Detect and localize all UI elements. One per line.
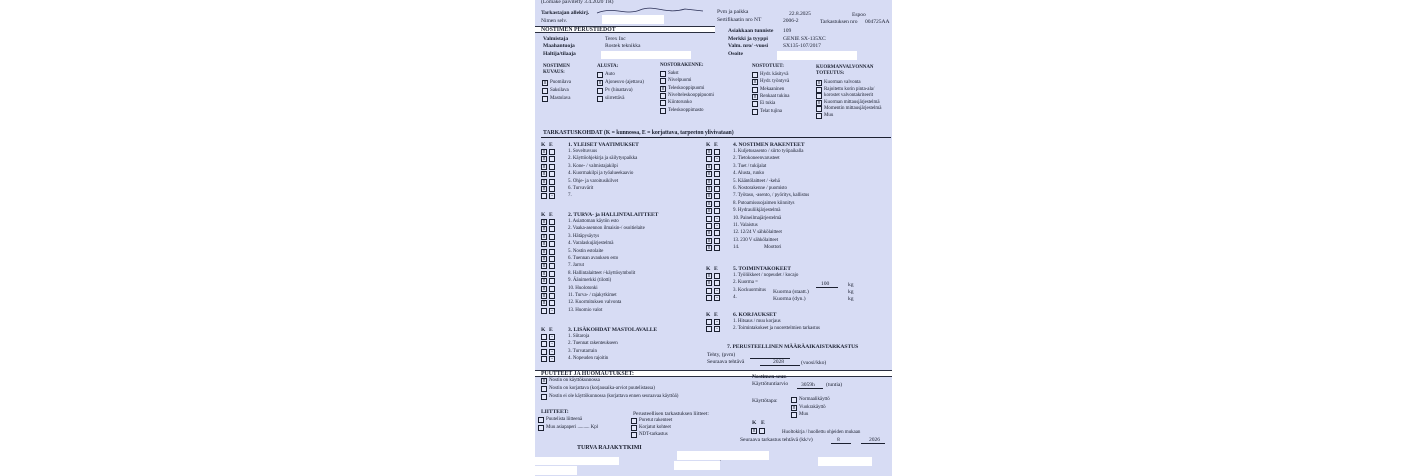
boom-label: Nivelpuomi	[668, 78, 692, 84]
redacted-footer-right	[818, 457, 872, 466]
left-item: 7. Jarrut	[568, 263, 584, 269]
left-k-box[interactable]: x	[542, 285, 546, 292]
manufacturer-value: Terex Inc	[605, 36, 626, 42]
left-e-box[interactable]: -	[549, 341, 555, 347]
left-e-box[interactable]: -	[549, 349, 555, 355]
right-k-box[interactable]	[706, 326, 712, 332]
right-e-box[interactable]: -	[714, 223, 720, 229]
boom-label: Nivelteleskooppipuomi	[668, 92, 714, 98]
right-e-box[interactable]: -	[714, 319, 720, 325]
load-control-checkbox[interactable]: x	[817, 99, 821, 106]
redacted-footer-center-2	[674, 461, 720, 470]
left-e-box[interactable]	[549, 234, 555, 240]
right-e-header: E	[714, 142, 718, 148]
kind-label: Mastolava	[550, 96, 571, 101]
left-k-box[interactable]: x	[542, 248, 546, 255]
left-k-box[interactable]	[541, 349, 547, 355]
right-k-box[interactable]: x	[707, 200, 711, 207]
redacted-address	[777, 51, 857, 60]
brand-value: GENIE SX-135XC	[783, 36, 826, 42]
kind-title: NOSTIMEN KUVAUS:	[543, 64, 570, 75]
left-e-box[interactable]	[549, 271, 555, 277]
right-e-header: E	[714, 266, 718, 272]
periodic-done-line	[750, 358, 790, 359]
attachment-ke-checkbox[interactable]	[631, 425, 637, 431]
right-k-box[interactable]: x	[707, 178, 711, 185]
defect-checkbox[interactable]	[541, 394, 547, 400]
right-item: 10. Paineilmajärjestelmä	[733, 215, 782, 221]
right-e-box[interactable]: -	[714, 216, 720, 222]
boom-checkbox[interactable]: x	[661, 85, 665, 92]
right-item: 1. Työliikkeet / nopeudet / kocajo	[733, 273, 799, 278]
left-item: 12. Kuormituksen valvonta	[568, 300, 622, 306]
boom-checkbox[interactable]	[660, 71, 666, 77]
right-item: 8. Putoamissuojaimen kiinnitys	[733, 200, 795, 206]
right-e-box[interactable]	[714, 230, 720, 236]
boom-label: Teleskooppipuomi	[668, 85, 705, 91]
right-item: 7. Työtaso, -asento, / pyöritys, kallistus	[733, 193, 810, 199]
right-e-box[interactable]	[714, 193, 720, 199]
certificate-label: Sertifikaatin nro NT	[717, 17, 762, 23]
left-item: 2. Käyttöohjekirja ja säilytyspaikka	[568, 156, 638, 162]
load-control-checkbox[interactable]	[816, 113, 822, 119]
left-e-box[interactable]	[549, 263, 555, 269]
left-k-box[interactable]: x	[542, 300, 546, 307]
attachment-ke-checkbox[interactable]	[631, 432, 637, 438]
left-k-box[interactable]: x	[542, 241, 546, 248]
redacted-footer-center	[677, 451, 769, 460]
support-checkbox[interactable]	[752, 87, 758, 93]
load-static-label: Kuorma (staatt.)	[773, 289, 809, 295]
support-label: Renkaat tukina	[760, 93, 790, 99]
left-e-box[interactable]	[549, 300, 555, 306]
left-e-box[interactable]	[549, 249, 555, 255]
defect-label: Nostin on korjattava (korjausaika-arviot puutelistassa)	[549, 386, 655, 391]
left-e-box[interactable]: -	[549, 193, 555, 199]
left-e-box[interactable]	[549, 278, 555, 284]
defect-checkbox[interactable]	[541, 386, 547, 392]
base-title: ALUSTA:	[597, 64, 619, 69]
right-k-header: K	[706, 142, 711, 148]
redacted-owner	[601, 51, 691, 59]
usage-checkbox[interactable]	[791, 412, 797, 418]
left-e-header: E	[549, 327, 553, 333]
left-e-box[interactable]	[549, 149, 555, 155]
month-line	[831, 443, 851, 444]
brand-label: Merkki ja tyyppi	[728, 36, 768, 42]
redacted-name	[602, 15, 664, 24]
load-control-checkbox[interactable]	[816, 93, 822, 99]
right-k-box[interactable]	[706, 156, 712, 162]
periodic-done-label: Tehty, (pvm)	[707, 352, 736, 358]
right-k-box[interactable]	[706, 319, 712, 325]
inspection-number: 004725AA	[865, 19, 890, 25]
left-section-title: 3. LISÄKOHDAT MASTOLAVALLE	[568, 327, 658, 333]
load-control-title: KUORMANVALVONNAN TOTEUTUS:	[816, 65, 874, 76]
left-item: 3. Kone- / valmistajakilpi	[568, 163, 618, 169]
periodic-next-label: Seuraava tehtävä	[707, 359, 745, 365]
usage-label: Muu	[799, 412, 809, 417]
defects-header: PUUTTEET JA HUOMAUTUKSET:	[535, 370, 892, 377]
serial-value: SX135-107/2017	[783, 43, 821, 49]
support-label: Mekaaninen	[760, 86, 785, 92]
right-e-box[interactable]	[714, 208, 720, 214]
support-label: Ei tukia	[760, 101, 776, 107]
hours-label: Käyttötuntiarvio	[752, 381, 789, 387]
left-e-box[interactable]	[549, 256, 555, 262]
kind-label: Saksilava	[550, 88, 569, 93]
attachment-ke-label: Poretut rakenteet	[639, 418, 673, 423]
left-item: 10. Huolotonki	[568, 285, 598, 291]
name-clarification-label: Nimen selv.	[541, 18, 568, 24]
load-dynamic-label: Kuorma (dyn.)	[773, 296, 806, 302]
place-date-label: Pvm ja paikka	[717, 9, 749, 15]
usage-label: Vuokrakäyttö	[799, 404, 826, 410]
next-inspection-year: 2026	[869, 437, 880, 443]
right-k-box[interactable]	[706, 288, 712, 294]
periodic-next-year: 2028	[773, 359, 784, 365]
support-checkbox[interactable]: x	[753, 93, 757, 100]
boom-title: NOSTORAKENNE:	[660, 63, 704, 68]
left-k-box[interactable]: x	[542, 219, 546, 225]
right-e-box[interactable]: -	[714, 288, 720, 294]
left-k-header: K	[541, 327, 546, 333]
defect-label: Nostin on käyttökunnossa	[549, 378, 600, 383]
left-k-header: K	[541, 142, 546, 148]
load-control-label: Kuorman valvonta	[824, 80, 861, 85]
left-item: 5. Ohje- ja varoitusikilvet	[568, 178, 619, 184]
right-section-title: 6. KORJAUKSET	[733, 312, 777, 318]
left-item: 6. Turvavärit	[568, 186, 594, 191]
left-k-box[interactable]: x	[542, 270, 546, 277]
left-item: 4. Nopeuden rajoitin	[568, 356, 609, 362]
right-item: 2. Kuorma =	[733, 280, 758, 286]
left-item: 6. Tuennan avauksen esto	[568, 256, 619, 261]
support-checkbox[interactable]	[752, 72, 758, 78]
left-item: 4. Kuormakilpi ja työalueekaavio	[568, 171, 634, 177]
load-unit-3: kg	[848, 296, 854, 302]
ke-e-header: E	[761, 420, 765, 426]
attachment-ke-checkbox[interactable]	[631, 418, 637, 424]
left-item: 3. Turvatarrain	[568, 348, 597, 354]
left-e-box[interactable]	[549, 164, 555, 170]
right-e-box[interactable]	[714, 245, 720, 251]
left-item: 2. Vaaka-asennon ilmaisin-/ osoitielaite	[568, 226, 645, 232]
right-item: 2. Toimintakokeet ja nuorettelmien tarkastus	[733, 326, 820, 332]
boom-label: Kiintorunko	[668, 100, 692, 106]
left-k-box[interactable]	[541, 334, 547, 340]
right-k-box[interactable]: x	[707, 245, 711, 252]
footer-company: TURVA RAJAKYTKIMI	[577, 445, 642, 451]
usage-label: Käyttötapa:	[752, 398, 778, 404]
right-item: 9. Hydrauliikjärjestelmä	[733, 208, 781, 214]
right-item: 13. 230 V sähkölaitteet	[733, 237, 779, 243]
left-e-box[interactable]: -	[549, 334, 555, 340]
machine-data-header: NOSTIMEN PERUSTIEDOT	[535, 26, 715, 33]
boom-checkbox[interactable]	[660, 100, 666, 106]
right-k-box[interactable]: x	[707, 280, 711, 287]
left-item: 5. Nostin estolaite	[568, 248, 604, 254]
left-k-box[interactable]: x	[542, 256, 546, 262]
right-section-title: 5. TOIMINTAKOKEET	[733, 266, 791, 272]
left-item: 8. Hallintalaitteet /-käyttösymbolit	[568, 270, 636, 276]
right-k-box[interactable]: x	[707, 208, 711, 215]
right-k-box[interactable]	[706, 216, 712, 222]
support-label: Hydr. työntyvä	[760, 79, 790, 85]
right-k-box[interactable]: x	[707, 149, 711, 155]
attachments-title: LIITTEET:	[541, 409, 569, 415]
boom-label: Sakst	[668, 71, 679, 76]
load-control-label: Momentin mittausjärjestelmä	[824, 106, 882, 111]
attachment-label: Muu asiapaperi .......... Kpl	[546, 425, 599, 430]
periodic-title: 7. PERUSTEELLINEN MÄÄRÄAIKAISTARKASTUS	[727, 344, 859, 350]
base-label: siirrettävä	[605, 96, 625, 101]
right-e-box[interactable]	[714, 238, 720, 244]
right-k-box[interactable]: x	[707, 237, 711, 244]
kind-checkbox[interactable]	[542, 96, 548, 102]
right-item: 1. Kuljetusasento / siirto työpaikalla	[733, 149, 804, 154]
ke-k-header: K	[752, 420, 757, 426]
boom-checkbox[interactable]	[660, 78, 666, 84]
periodic-year-suffix: (vuosi/kko)	[801, 360, 827, 366]
left-k-box[interactable]: x	[542, 163, 546, 170]
support-title: NOSTOTUET:	[752, 64, 784, 69]
right-item: 6. Nostorakenne / puomisto	[733, 186, 787, 191]
importer-label: Maahantuoja	[543, 43, 575, 49]
load-control-label: Rajoitettu korin pinta-ala/	[824, 86, 875, 92]
right-k-box[interactable]: x	[707, 193, 711, 200]
right-e-box[interactable]: -	[714, 156, 720, 162]
left-e-box[interactable]	[549, 156, 555, 162]
legend: TARKASTUSKOHDAT (K = kunnossa, E = korjattava, tarpeeton ylivivataan)	[543, 130, 734, 136]
inspection-date: 22.8.2025	[789, 11, 811, 17]
left-e-box[interactable]	[549, 241, 555, 247]
base-label: Pv (hinattava)	[605, 88, 633, 93]
defect-checkbox[interactable]: x	[542, 378, 546, 384]
base-label: Ajoneuvo (ajettava)	[605, 80, 644, 85]
right-item: 12. 12/24 V sähkölaitteet	[733, 230, 782, 236]
left-k-box[interactable]: x	[542, 278, 546, 285]
right-e-header: E	[714, 312, 718, 318]
base-checkbox[interactable]	[597, 88, 603, 94]
right-item: 1. Hitsaus / muu korjaus	[733, 319, 781, 324]
boom-checkbox[interactable]	[660, 93, 666, 99]
right-item: 3. Tuet / tukijalat	[733, 163, 767, 169]
right-item: 5. Kääntölaitteet / -kehä	[733, 178, 780, 184]
inspection-form	[535, 0, 892, 476]
usage-checkbox[interactable]	[791, 397, 797, 403]
load-control-checkbox[interactable]: x	[817, 80, 821, 86]
redacted-footer-left	[535, 457, 619, 465]
attachment-checkbox[interactable]	[538, 425, 544, 431]
hours-unit: (tuntia)	[826, 382, 843, 388]
left-item: 1. Siitaroja	[568, 334, 590, 339]
right-e-box[interactable]	[714, 149, 720, 155]
kind-checkbox[interactable]: x	[543, 80, 547, 86]
attachment-ke-label: Korjatut kohteet	[639, 425, 671, 430]
load-value: 100	[821, 281, 830, 287]
right-section-title: 4. NOSTIMEN RAKENTEET	[733, 142, 805, 148]
ke-k-box[interactable]: x	[752, 428, 756, 434]
left-e-box[interactable]	[549, 286, 555, 292]
owner-label: Haltija/tilaaja	[543, 51, 576, 57]
left-section-title: 1. YLEISET VAATIMUKSET	[568, 142, 639, 148]
boom-checkbox[interactable]	[660, 108, 666, 114]
hours-title: Nostimen seur.	[752, 374, 787, 380]
left-k-box[interactable]: x	[542, 186, 546, 192]
left-e-box[interactable]: -	[549, 308, 555, 314]
right-k-box[interactable]: x	[707, 171, 711, 178]
support-checkbox[interactable]: x	[753, 79, 757, 86]
certificate-number: 2006-2	[783, 18, 799, 24]
load-control-label: korostet valvontakriteerit	[824, 93, 874, 98]
next-inspection-label: Seuraava tarkastus tehtävä (kk/v)	[740, 437, 813, 443]
boom-label: Teleskooppimasto	[668, 107, 704, 113]
right-e-box[interactable]	[714, 179, 720, 185]
left-e-box[interactable]: -	[549, 356, 555, 362]
load-control-label: Muu	[824, 112, 834, 118]
left-item: 7.	[568, 193, 572, 199]
base-checkbox[interactable]	[597, 72, 603, 78]
inspector-signature-label: Tarkastajan allekirj.	[541, 10, 590, 16]
left-e-box[interactable]	[549, 226, 555, 232]
service-book-label: Huoltokirja / huollettu ohjeiden mukaan	[782, 430, 861, 435]
right-item: 2. Tietokoneenvarusteet	[733, 156, 780, 162]
right-k-box[interactable]	[706, 223, 712, 229]
right-e-box[interactable]	[714, 164, 720, 170]
right-k-box[interactable]: x	[707, 230, 711, 237]
left-item: 9. Äänimerkki (tilotti)	[568, 278, 612, 284]
base-checkbox[interactable]	[597, 96, 603, 102]
right-e-box[interactable]: -	[714, 295, 720, 301]
defect-label: Nostin ei ole käyttökunnossa (korjattava ennen seuraavaa käyttöä)	[549, 394, 679, 399]
base-checkbox[interactable]: x	[598, 80, 602, 86]
left-k-box[interactable]: x	[542, 263, 546, 270]
inspection-number-label: Tarkastuksen nro	[820, 19, 858, 25]
load-unit-2: kg	[848, 289, 854, 295]
ke-e-box[interactable]	[759, 428, 765, 434]
hours-value: 3059h	[801, 382, 815, 388]
attachments-ke-title: Perusteellisen tarkastuksen liitteet:	[633, 411, 709, 417]
left-k-box[interactable]: x	[542, 226, 546, 233]
left-item: 1. Soveltuvuus	[568, 149, 598, 154]
customer-id-value: 109	[783, 28, 792, 34]
left-item: 13. Huomio valot	[568, 307, 603, 313]
right-fill-value: Moottori	[764, 245, 782, 251]
left-item: 11. Turva- / rajakytkimet	[568, 293, 617, 298]
left-k-box[interactable]: x	[542, 178, 546, 185]
left-k-box[interactable]	[541, 193, 547, 199]
load-control-checkbox[interactable]	[816, 106, 822, 112]
left-e-box[interactable]	[549, 293, 555, 299]
left-e-box[interactable]	[549, 186, 555, 192]
kind-label: Puomilava	[550, 80, 571, 85]
left-k-box[interactable]: x	[542, 149, 546, 155]
support-checkbox[interactable]	[752, 101, 758, 107]
usage-checkbox[interactable]: x	[792, 404, 796, 411]
right-item: 4.	[733, 295, 737, 301]
right-item: 3. Kockuormitus	[733, 287, 766, 293]
importer-value: Rostek teknikka	[605, 43, 641, 49]
right-item: 11. Valaistus	[733, 223, 758, 228]
right-e-box[interactable]	[714, 280, 720, 286]
left-k-box[interactable]: x	[542, 233, 546, 240]
usage-label: Normaalikäyttö	[799, 397, 830, 402]
serial-label: Valm. nro/ -vuosi	[728, 43, 769, 49]
form-version-note: (Lomake päivitetty 3.4.2020 TR)	[541, 0, 614, 5]
left-item: 1. Asiattoman käytön esto	[568, 219, 619, 224]
hours-line	[797, 388, 823, 389]
customer-id-label: Asiakkaan tunniste	[728, 28, 774, 34]
next-inspection-month: 8	[837, 437, 840, 443]
support-checkbox[interactable]	[752, 109, 758, 115]
legend-divider	[541, 137, 891, 138]
periodic-next-line	[760, 365, 800, 366]
right-k-box[interactable]: x	[707, 163, 711, 170]
left-k-box[interactable]: x	[542, 156, 546, 163]
right-k-header: K	[706, 266, 711, 272]
right-k-header: K	[706, 312, 711, 318]
inspection-city: Espoo	[852, 12, 866, 18]
left-e-box[interactable]	[549, 219, 555, 225]
right-e-box[interactable]	[714, 186, 720, 192]
left-item: 3. Hätäpysäytys	[568, 233, 600, 239]
right-k-box[interactable]	[706, 295, 712, 301]
right-item: 14.	[733, 245, 740, 251]
right-k-box[interactable]: x	[707, 273, 711, 279]
left-e-header: E	[549, 212, 553, 218]
left-k-box[interactable]	[541, 341, 547, 347]
left-section-title: 2. TURVA- ja HALLINTALAITTEET	[568, 212, 659, 218]
left-item: 2. Tuennat rakenteukseen	[568, 341, 618, 347]
left-e-box[interactable]	[549, 171, 555, 177]
right-item: 4. Alusta, runko	[733, 171, 765, 177]
left-k-box[interactable]: x	[542, 293, 546, 299]
right-k-box[interactable]: x	[707, 186, 711, 192]
right-e-box[interactable]	[714, 273, 720, 279]
load-control-label: Kuorman mittausjärjestelmä	[824, 99, 880, 105]
address-label: Osoite	[728, 51, 743, 57]
left-k-box[interactable]	[541, 356, 547, 362]
right-e-box[interactable]	[714, 201, 720, 207]
redacted-footer-left-2	[535, 466, 577, 475]
base-label: Auto	[605, 72, 615, 77]
left-e-header: E	[549, 142, 553, 148]
year-line	[861, 443, 885, 444]
right-e-box[interactable]	[714, 171, 720, 177]
support-label: Telat tujina	[760, 108, 782, 114]
manufacturer-label: Valmistaja	[543, 36, 569, 42]
left-k-header: K	[541, 212, 546, 218]
support-label: Hydr. käsityvä	[760, 72, 789, 77]
attachment-label: Puutelista liitteenä	[546, 417, 583, 422]
kind-checkbox[interactable]	[542, 88, 548, 94]
left-item: 4. Varalaskujärjestelmä	[568, 241, 614, 247]
attachment-ke-label: NDT-tarkastus	[639, 432, 668, 437]
left-e-box[interactable]	[549, 179, 555, 185]
left-k-box[interactable]	[541, 308, 547, 314]
left-k-box[interactable]: x	[542, 171, 546, 178]
load-unit-1: kg	[848, 282, 854, 288]
right-e-box[interactable]: -	[714, 326, 720, 332]
attachment-checkbox[interactable]	[538, 417, 544, 423]
load-control-checkbox[interactable]	[816, 87, 822, 93]
